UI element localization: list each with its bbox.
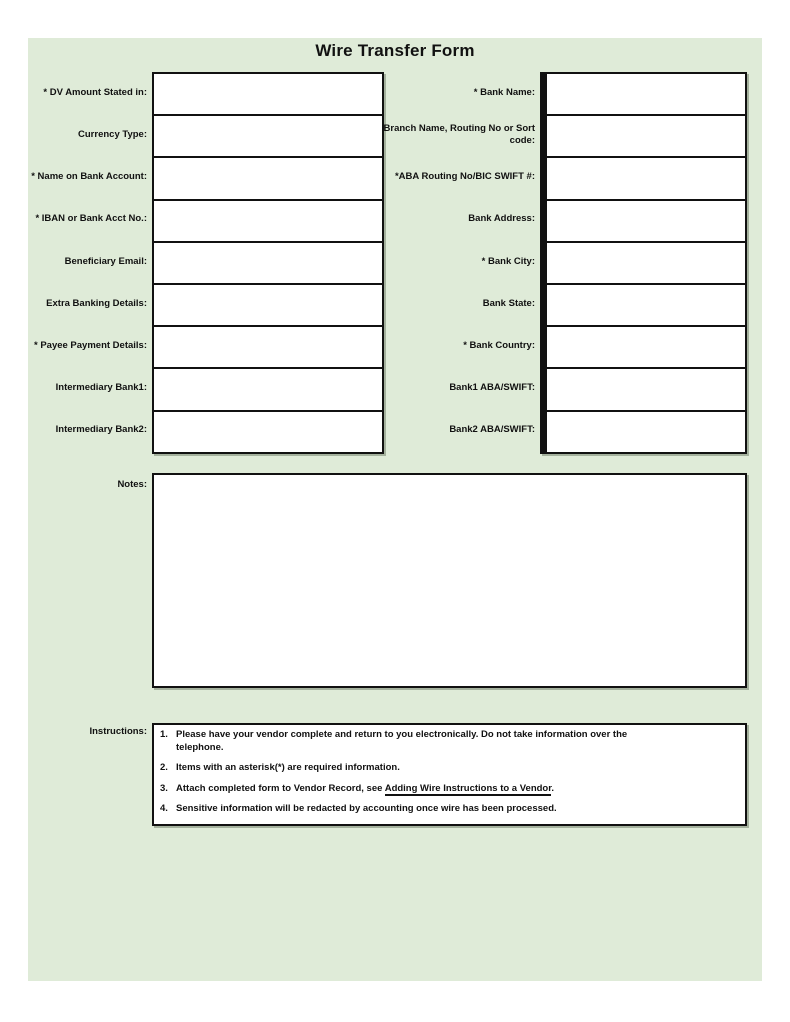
adding-wire-instructions-link[interactable]: Adding Wire Instructions to a Vendor [384, 782, 552, 794]
label-branch-name-routing-no-or-sort-code: Branch Name, Routing No or Sort code: [383, 122, 535, 147]
instruction-text: Items with an asterisk(*) are required information. [176, 762, 400, 774]
input-intermediary-bank2[interactable] [152, 410, 384, 454]
label-instructions: Instructions: [89, 726, 147, 737]
instructions-box [152, 723, 747, 826]
input-bank-address[interactable] [540, 199, 747, 243]
input-extra-banking-details[interactable] [152, 283, 384, 327]
input-dv-amount-stated-in[interactable] [152, 72, 384, 116]
right-label-column [364, 72, 538, 452]
instruction-text-after-link: . [551, 782, 555, 794]
input-notes[interactable] [152, 473, 747, 688]
input-bank2-aba-swift[interactable] [540, 410, 747, 454]
input-bank-state[interactable] [540, 283, 747, 327]
input-beneficiary-email[interactable] [152, 241, 384, 285]
input-payee-payment-details[interactable] [152, 325, 384, 369]
input-bank-city[interactable] [540, 241, 747, 285]
label-bank-address: Bank Address: [468, 213, 535, 225]
left-input-column [152, 72, 384, 454]
left-label-column [28, 72, 150, 452]
instruction-number: 3. [160, 782, 168, 794]
input-iban-or-bank-acct-no[interactable] [152, 199, 384, 243]
input-name-on-bank-account[interactable] [152, 156, 384, 200]
label-intermediary-bank2: Intermediary Bank2: [55, 424, 147, 436]
right-input-column [540, 72, 747, 454]
label-dv-amount-stated-in: * DV Amount Stated in: [43, 86, 147, 98]
input-currency-type[interactable] [152, 114, 384, 158]
label-payee-payment-details: * Payee Payment Details: [33, 340, 147, 352]
instruction-text [176, 783, 554, 796]
instruction-text-before-link: Attach completed form to Vendor Record, see [176, 782, 385, 794]
label-notes: Notes: [117, 479, 147, 490]
input-bank-name[interactable] [540, 72, 747, 116]
instruction-item-3 [160, 783, 739, 796]
label-bank2-aba-swift: Bank2 ABA/SWIFT: [449, 424, 535, 436]
instruction-item-1 [160, 729, 739, 754]
label-bank-country: * Bank Country: [463, 340, 535, 352]
label-beneficiary-email: Beneficiary Email: [64, 255, 147, 267]
input-aba-routing-no-bic-swift[interactable] [540, 156, 747, 200]
label-bank-name: * Bank Name: [473, 86, 535, 98]
instruction-text: Please have your vendor complete and return to you electronically. Do not take information over the telephone. [176, 729, 628, 753]
label-bank-city: * Bank City: [481, 255, 535, 267]
instruction-item-2 [160, 762, 739, 775]
label-currency-type: Currency Type: [78, 129, 147, 141]
instruction-text: Sensitive information will be redacted by accounting once wire has been processed. [176, 803, 557, 815]
input-intermediary-bank1[interactable] [152, 367, 384, 411]
input-bank-country[interactable] [540, 325, 747, 369]
label-bank1-aba-swift: Bank1 ABA/SWIFT: [449, 382, 535, 394]
input-branch-name-routing-no-or-sort-code[interactable] [540, 114, 747, 158]
label-aba-routing-no-bic-swift: *ABA Routing No/BIC SWIFT #: [394, 171, 535, 183]
page-title: Wire Transfer Form [315, 41, 475, 60]
label-intermediary-bank1: Intermediary Bank1: [55, 382, 147, 394]
instruction-item-4 [160, 803, 739, 816]
label-extra-banking-details: Extra Banking Details: [46, 297, 147, 309]
wire-transfer-form [28, 38, 762, 981]
instruction-number: 1. [160, 729, 168, 740]
instruction-number: 2. [160, 762, 168, 774]
label-bank-state: Bank State: [482, 297, 535, 309]
label-iban-or-bank-acct-no: * IBAN or Bank Acct No.: [35, 213, 147, 225]
instruction-number: 4. [160, 803, 168, 815]
input-bank1-aba-swift[interactable] [540, 367, 747, 411]
label-name-on-bank-account: * Name on Bank Account: [31, 171, 147, 183]
